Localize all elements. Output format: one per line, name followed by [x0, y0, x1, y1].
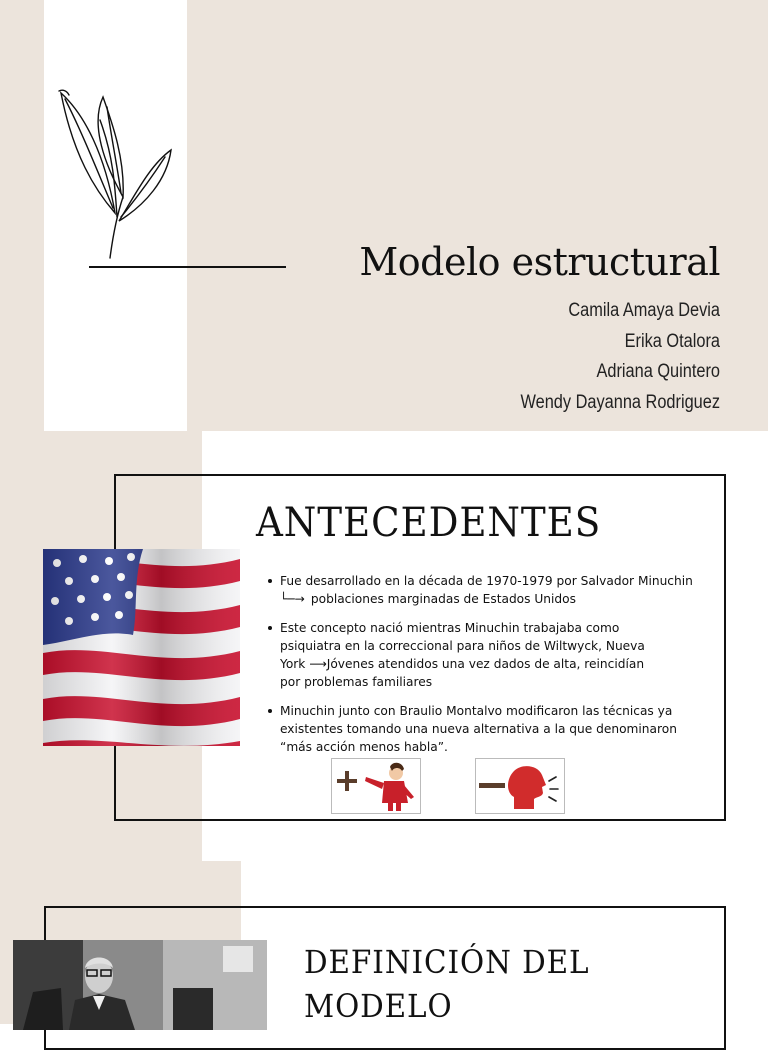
- minuchin-photo: [13, 940, 267, 1030]
- definicion-heading: DEFINICIÓN DEL MODELO: [304, 943, 590, 1025]
- leaf-branch-icon: [55, 85, 180, 265]
- arrow-right-icon: └─→: [280, 592, 305, 606]
- minus-speak-icon: [475, 758, 565, 814]
- author-name: Wendy Dayanna Rodriguez: [520, 391, 720, 413]
- author-name: Camila Amaya Devia: [568, 300, 720, 321]
- list-item: Este concepto nació mientras Minuchin trabajaba como psiquiatra en la correccional para niños de Wiltwyck, Nueva York ⟶Jóvenes atendidos una vez dados de alta, reincidían por problemas familiares: [266, 619, 645, 691]
- author-list: [520, 296, 720, 418]
- author-name: Erika Otalora: [624, 330, 720, 352]
- list-item: Fue desarrollado en la década de 1970-1979 por Salvador Minuchin └─→ poblaciones marginadas de Estados Unidos: [266, 572, 706, 608]
- us-flag-image: [43, 549, 240, 746]
- author-name: Adriana Quintero: [596, 361, 720, 382]
- antecedentes-heading: ANTECEDENTES: [256, 500, 602, 546]
- presentation-title: Modelo estructural: [359, 240, 720, 284]
- plus-action-icon: [331, 758, 421, 814]
- cover-divider-line: [89, 266, 286, 268]
- list-item: Minuchin junto con Braulio Montalvo modificaron las técnicas ya existentes tomando una nueva alternativa a la que denominaron “más acción menos habla”.: [266, 702, 706, 756]
- arrow-right-icon: ⟶: [309, 657, 327, 671]
- antecedentes-bullets: [266, 572, 706, 767]
